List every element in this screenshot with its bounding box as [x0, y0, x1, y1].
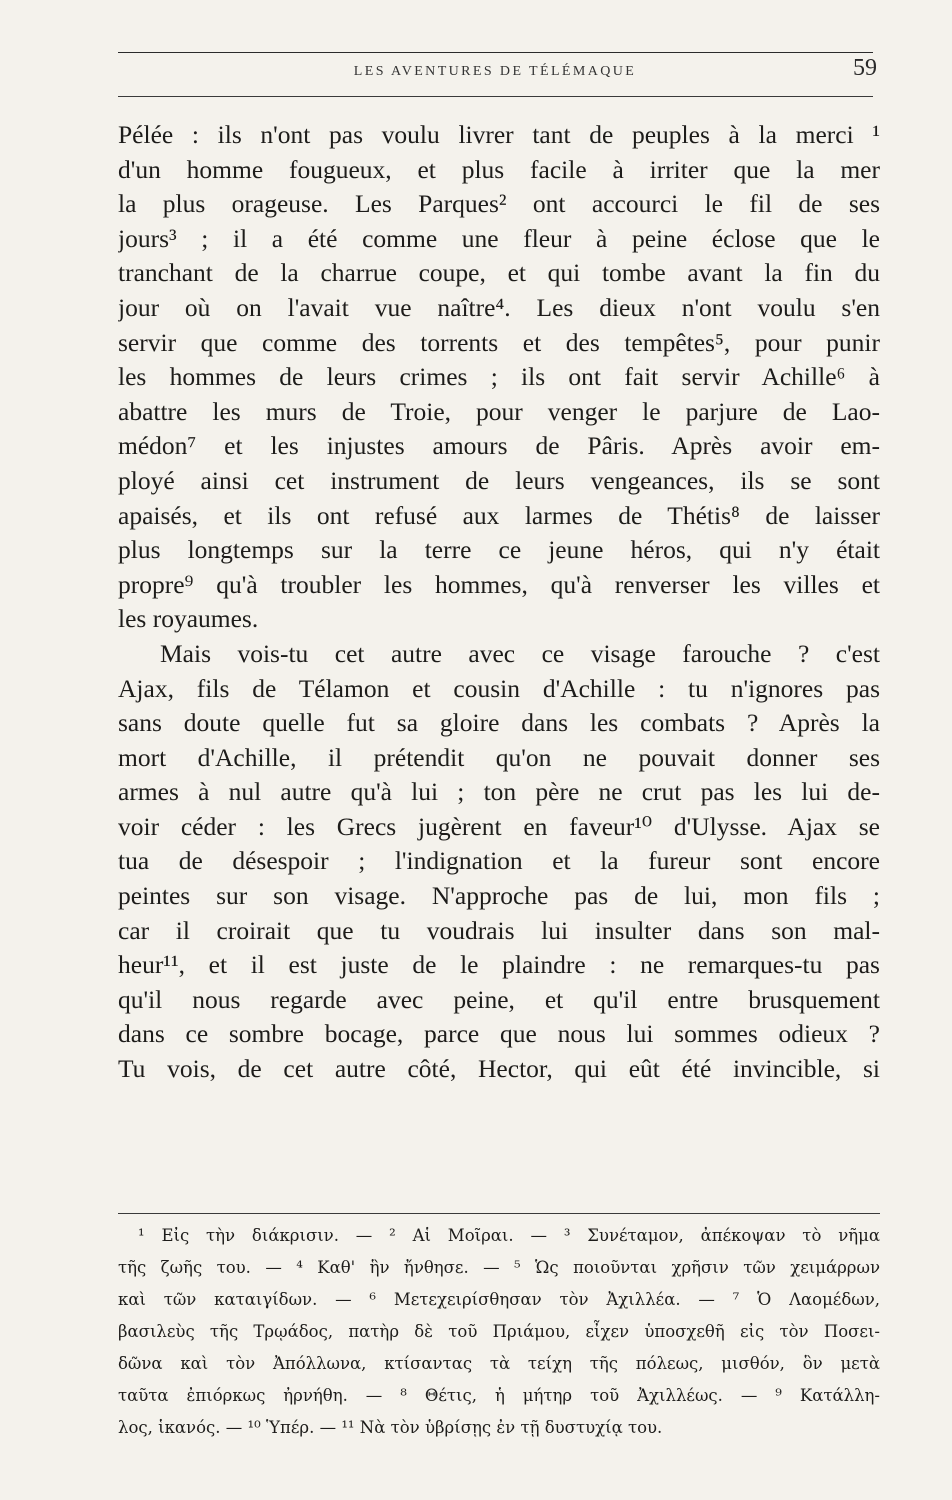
- body-line: propre⁹ qu'à troubler les hommes, qu'à renverser les villes et: [118, 569, 880, 599]
- body-line: d'un homme fougueux, et plus facile à irriter que la mer: [118, 154, 880, 184]
- body-line: tranchant de la charrue coupe, et qui tombe avant la fin du: [118, 258, 880, 288]
- body-line: ployé ainsi cet instrument de leurs vengeances, ils se sont: [118, 465, 880, 495]
- body-text: [118, 118, 880, 1087]
- footnote-line: λος, ἱκανός. — ¹⁰ Ὑπέρ. — ¹¹ Νὰ τὸν ὑβρίσῃς ἐν τῇ δυστυχίᾳ του.: [118, 1418, 663, 1437]
- footnote-line: καὶ τῶν καταιγίδων. — ⁶ Μετεχειρίσθησαν τὸν Ἀχιλλέα. — ⁷ Ὁ Λαομέδων,: [118, 1290, 880, 1309]
- body-line: apaisés, et ils ont refusé aux larmes de Thétis⁸ de laisser: [118, 500, 880, 530]
- body-line: qu'il nous regarde avec peine, et qu'il entre brusquement: [118, 984, 880, 1014]
- body-line: abattre les murs de Troie, pour venger le parjure de Lao-: [118, 396, 880, 426]
- footnote-line: δῶνα καὶ τὸν Ἀπόλλωνα, κτίσαντας τὰ τείχη τῆς πόλεως, μισθόν, ὃν μετὰ: [118, 1354, 880, 1373]
- body-line: jours³ ; il a été comme une fleur à peine éclose que le: [118, 223, 880, 253]
- header-rule: [118, 96, 873, 97]
- body-line: plus longtemps sur la terre ce jeune héros, qui n'y était: [118, 535, 880, 565]
- footnote-rule: [118, 1213, 880, 1214]
- footnote-line: ταῦτα ἐπιόρκως ἠρνήθη. — ⁸ Θέτις, ἡ μήτηρ τοῦ Ἀχιλλέως. — ⁹ Κατάλλη-: [118, 1386, 880, 1405]
- body-line: dans ce sombre bocage, parce que nous lui sommes odieux ?: [118, 1019, 880, 1049]
- top-rule: [118, 52, 873, 53]
- footnotes: [118, 1220, 880, 1444]
- body-line: tua de désespoir ; l'indignation et la fureur sont encore: [118, 846, 880, 876]
- body-line: peintes sur son visage. N'approche pas de lui, mon fils ;: [118, 881, 880, 911]
- body-line: car il croirait que tu voudrais lui insulter dans son mal-: [118, 915, 880, 945]
- body-line: servir que comme des torrents et des tempêtes⁵, pour punir: [118, 327, 880, 357]
- running-head: LES AVENTURES DE TÉLÉMAQUE: [353, 64, 637, 79]
- page-number: 59: [853, 55, 877, 81]
- body-line: mort d'Achille, il prétendit qu'on ne pouvait donner ses: [118, 742, 880, 772]
- body-line: la plus orageuse. Les Parques² ont accourci le fil de ses: [118, 189, 880, 219]
- body-line: Mais vois-tu cet autre avec ce visage farouche ? c'est: [160, 638, 880, 668]
- body-line: sans doute quelle fut sa gloire dans les combats ? Après la: [118, 708, 880, 738]
- body-line: les hommes de leurs crimes ; ils ont fait servir Achille⁶ à: [118, 362, 880, 392]
- body-line: Tu vois, de cet autre côté, Hector, qui eût été invincible, si: [118, 1054, 880, 1084]
- footnote-line: τῆς ζωῆς του. — ⁴ Καθ' ἣν ἤνθησε. — ⁵ Ὡς ποιοῦνται χρῆσιν τῶν χειμάρρων: [118, 1258, 880, 1277]
- body-line: heur¹¹, et il est juste de le plaindre : ne remarques-tu pas: [118, 950, 880, 980]
- footnote-line: βασιλεὺς τῆς Τρῳάδος, πατὴρ δὲ τοῦ Πριάμου, εἶχεν ὑποσχεθῆ εἰς τὸν Ποσει-: [118, 1322, 880, 1341]
- body-line: médon⁷ et les injustes amours de Pâris. Après avoir em-: [118, 431, 880, 461]
- body-line: Ajax, fils de Télamon et cousin d'Achille : tu n'ignores pas: [118, 673, 880, 703]
- body-line: Pélée : ils n'ont pas voulu livrer tant de peuples à la merci ¹: [118, 120, 880, 149]
- footnote-line: ¹ Εἰς τὴν διάκρισιν. — ² Αἱ Μοῖραι. — ³ Συνέταμον, ἀπέκοψαν τὸ νῆμα: [138, 1226, 880, 1245]
- body-line: armes à nul autre qu'à lui ; ton père ne crut pas les lui de-: [118, 777, 880, 807]
- body-line: jour où on l'avait vue naître⁴. Les dieux n'ont voulu s'en: [118, 292, 880, 322]
- body-line: les royaumes.: [118, 604, 259, 634]
- body-line: voir céder : les Grecs jugèrent en faveur¹⁰ d'Ulysse. Ajax se: [118, 811, 880, 841]
